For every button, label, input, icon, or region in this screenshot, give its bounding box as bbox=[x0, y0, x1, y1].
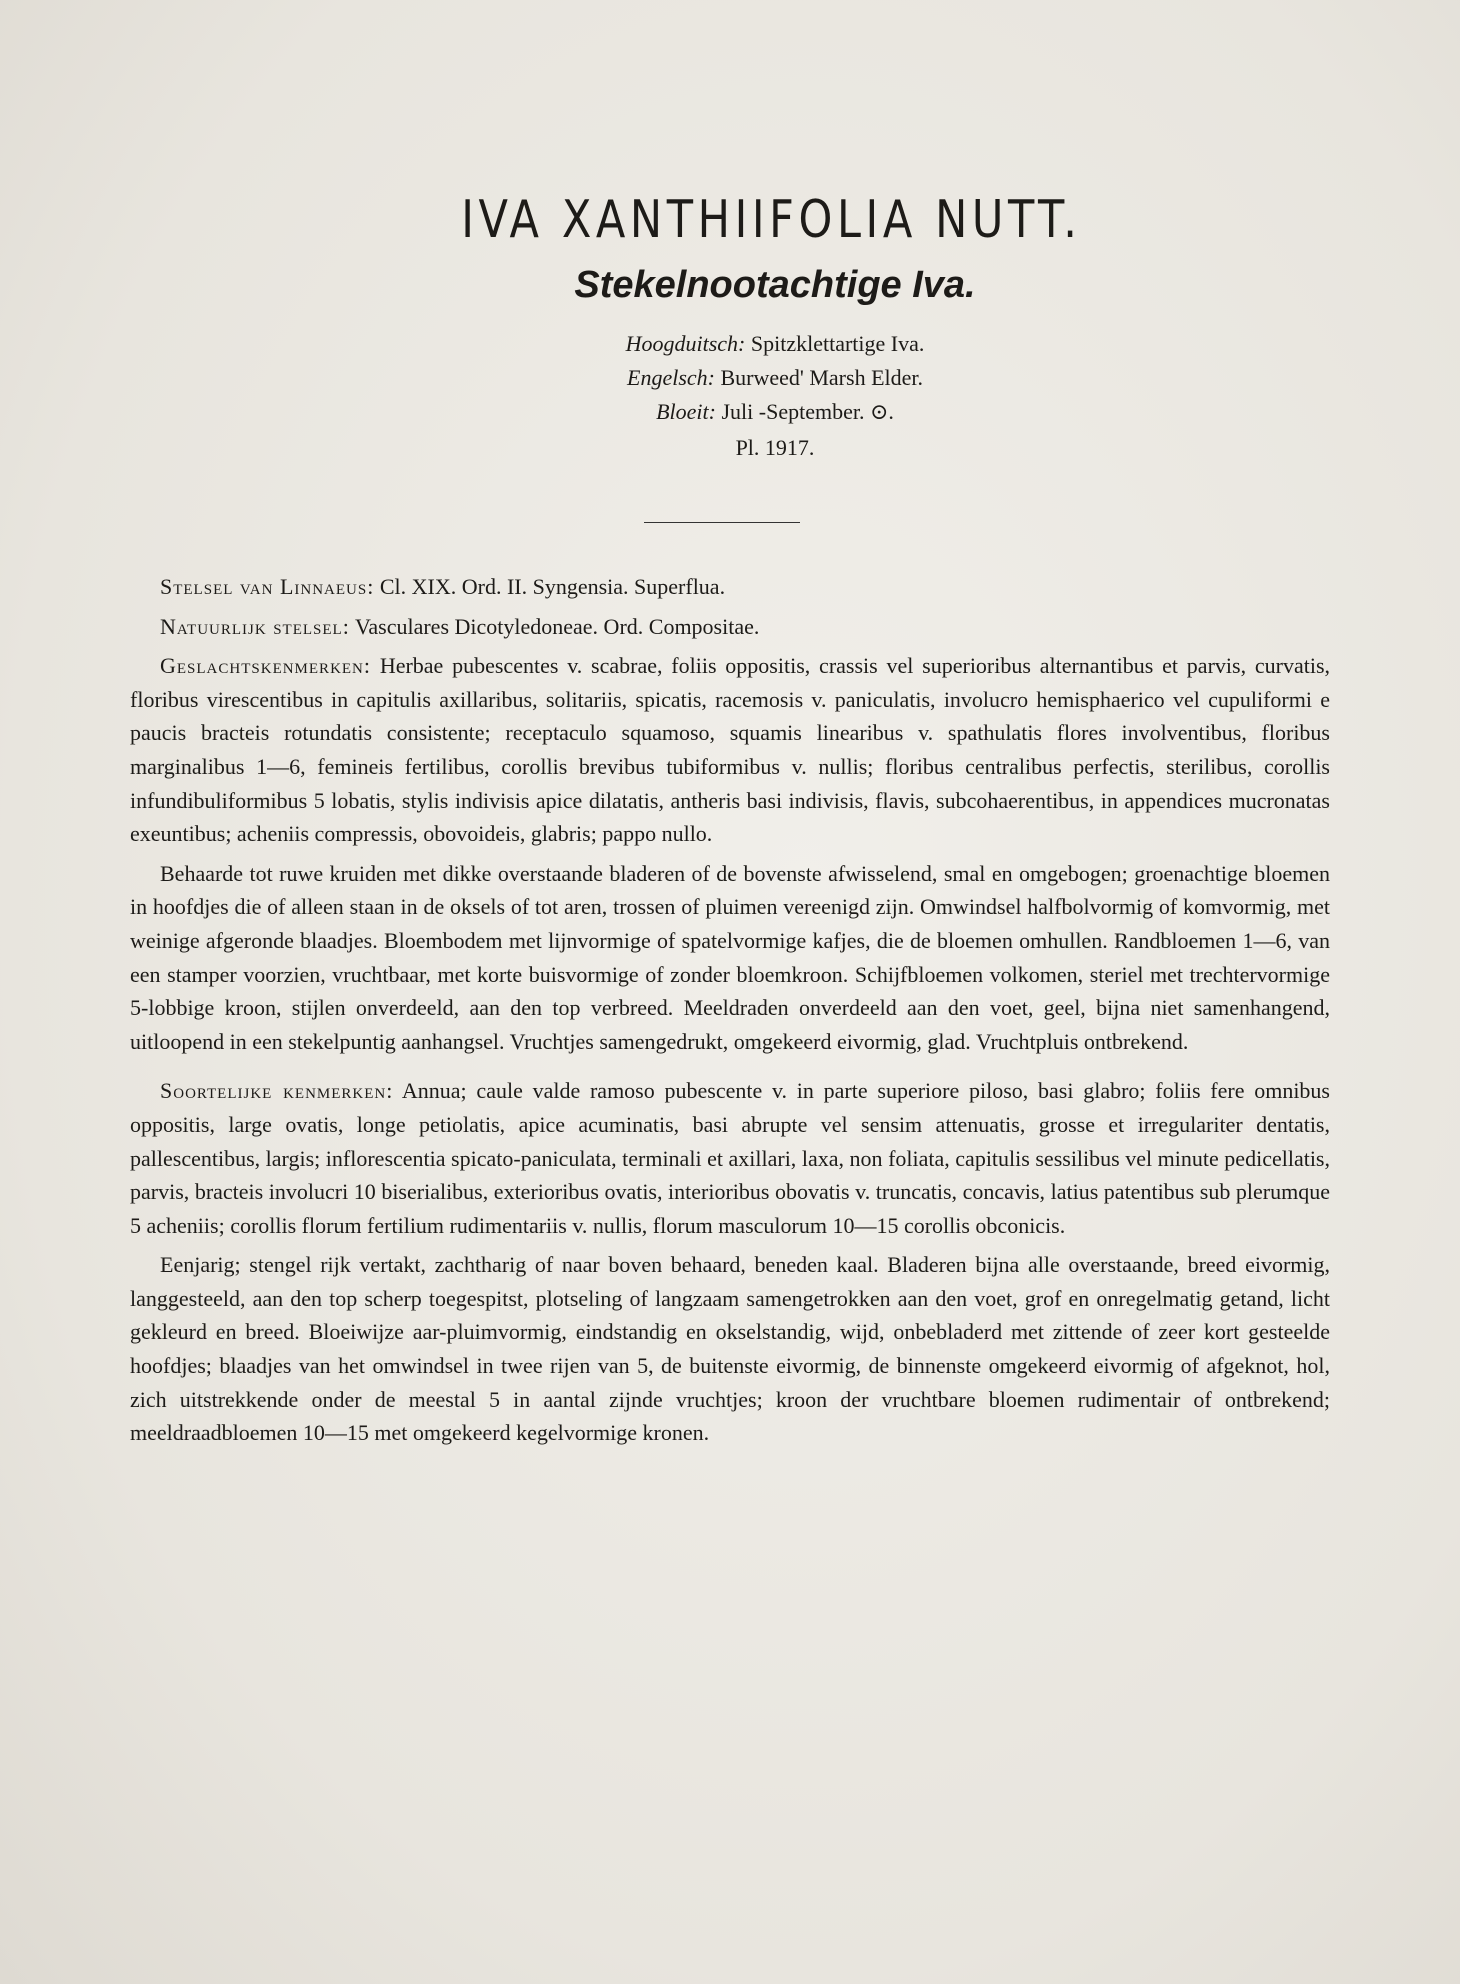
natural-system-label: Natuurlijk stelsel: bbox=[160, 613, 350, 639]
german-name-row bbox=[90, 327, 1460, 361]
genus-text: Herbae pubescentes v. scabrae, foliis oppositis, crassis vel superioribus alternantibus et parvis, curvatis, floribus virescentibus in capitulis axillaribus, solitariis, spicatis, racemosis v. paniculatis, involucro hemisphaerico vel cupuliformi e paucis bracteis rotundatis consistente; receptaculo squamoso, squamis linearibus v. spathulatis flores involventibus, floribus marginalibus 1—6, femineis fertilibus, corollis brevibus tubiformibus v. nullis; floribus centralibus perfectis, sterilibus, corollis infundibuliformibus 5 lobatis, stylis indivisis apice dilatatis, antheris basi indivisis, flavis, subcohaerentibus, in appendices mucronatas exeuntibus; acheniis compressis, obovoideis, glabris; pappo nullo. bbox=[130, 653, 1331, 847]
german-value: Spitzklettartige Iva. bbox=[750, 331, 925, 356]
linnaeus-label: Stelsel van Linnaeus: bbox=[160, 574, 375, 599]
bloom-row bbox=[90, 395, 1460, 429]
species-dutch-paragraph: Eenjarig; stengel rijk vertakt, zachtharig of naar boven behaard, beneden kaal. Bladeren bijna alle overstaande, breed eivormig, langgesteeld, aan den top scherp toegespitst, plotseling of langzaam samengetrokken aan den voet, grof en onregelmatig getand, licht gekleurd en breed. Bloeiwijze aar-pluimvormig, eindstandig en okselstandig, wijd, onbebladerd met zittende of zeer kort gesteelde hoofdjes; blaadjes van het omwindsel in twee rijen van 5, de buitenste eivormig, de binnenste omgekeerd eivormig of afgeknot, hol, zich uitstrekkende onder de meestal 5 in aantal zijnde vruchtjes; kroon der vruchtbare bloemen rudimentair of ontbrekend; meeldraadbloemen 10—15 met omgekeerd kegelvormige kronen. bbox=[130, 1252, 1330, 1446]
genus-label: Geslachtskenmerken: bbox=[160, 653, 372, 679]
divider bbox=[644, 522, 800, 523]
species-label: Soortelijke kenmerken: bbox=[160, 1078, 394, 1104]
header bbox=[0, 190, 1460, 461]
bloom-value: Juli -September. ⊙. bbox=[721, 399, 894, 424]
species-text: Annua; caule valde ramoso pubescente v. in parte superiore piloso, basi glabro; foliis fere omnibus oppositis, large ovatis, longe petiolatis, apice acuminatis, basi abrupte vel sensim attenuatis, grosse et irregulariter dentatis, pallescentibus, largis; inflorescentia spicato-paniculata, terminali et axillari, laxa, non foliata, capitulis sessilibus vel minute pedicellatis, parvis, bracteis involucri 10 biserialibus, exterioribus ovatis, interioribus obovatis v. truncatis, concavis, latius patentibus sub plerumque 5 acheniis; corollis florum fertilium rudimentariis v. nullis, florum masculorum 10—15 corollis obconicis. bbox=[130, 1078, 1330, 1238]
plate-number: Pl. 1917. bbox=[735, 435, 815, 460]
common-names bbox=[0, 327, 1460, 429]
english-name-row bbox=[90, 361, 1460, 395]
natural-system-paragraph bbox=[130, 610, 1330, 644]
genus-paragraph bbox=[130, 649, 1330, 851]
species-paragraph bbox=[130, 1074, 1330, 1242]
page-title: IVA XANTHIIFOLIA NUTT. bbox=[461, 190, 1082, 250]
genus-dutch-paragraph: Behaarde tot ruwe kruiden met dikke overstaande bladeren of de bovenste afwisselend, smal en omgebogen; groenachtige bloemen in hoofdjes die of alleen staan in de oksels of tot aren, trossen of pluimen vereenigd zijn. Omwindsel halfbolvormig of komvormig, met weinige afgeronde blaadjes. Bloembodem met lijnvormige of spatelvormige kafjes, die de bloemen omhullen. Randbloemen 1—6, van een stamper voorzien, vruchtbaar, met korte buisvormige of zonder bloemkroon. Schijfbloemen volkomen, steriel met trechtervormige 5-lobbige kroon, stijlen onverdeeld, aan den top verbreed. Meeldraden onverdeeld aan den voet, geel, bijna niet samenhangend, uitloopend in een stekelpuntig aanhangsel. Vruchtjes samengedrukt, omgekeerd eivormig, glad. Vruchtpluis ontbrekend. bbox=[130, 860, 1330, 1054]
bloom-label: Bloeit: bbox=[656, 399, 716, 424]
dutch-name: Stekelnootachtige Iva. bbox=[574, 264, 976, 306]
linnaeus-text: Cl. XIX. Ord. II. Syngensia. Superflua. bbox=[379, 574, 726, 599]
natural-system-text: Vasculares Dicotyledoneae. Ord. Compositae. bbox=[354, 613, 760, 639]
german-label: Hoogduitsch: bbox=[625, 331, 746, 356]
english-label: Engelsch: bbox=[627, 365, 715, 390]
body-text bbox=[130, 570, 1330, 1456]
linnaeus-paragraph bbox=[130, 570, 1330, 604]
english-value: Burweed' Marsh Elder. bbox=[720, 365, 923, 390]
